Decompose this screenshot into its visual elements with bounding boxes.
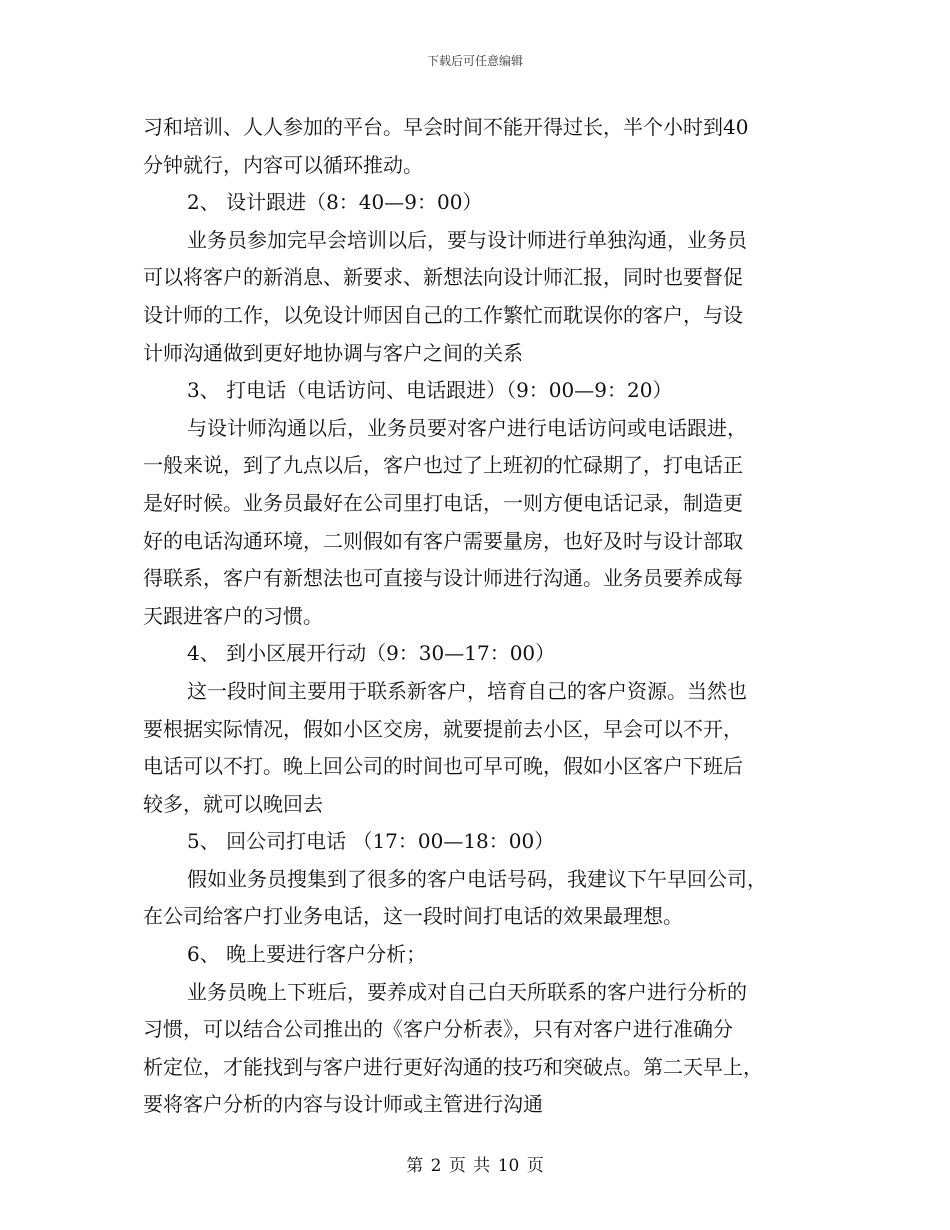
text-line: 要根据实际情况，假如小区交房，就要提前去小区，早会可以不开， bbox=[143, 716, 743, 741]
text-line: 一般来说，到了九点以后，客户也过了上班初的忙碌期了，打电话正 bbox=[143, 453, 743, 478]
text-line: 3、 打电话（电话访问、电话跟进）（9：00—9：20） bbox=[187, 378, 673, 403]
text-line: 设计师的工作，以免设计师因自己的工作繁忙而耽误你的客户，与设 bbox=[143, 302, 743, 327]
text-line: 析定位，才能找到与客户进行更好沟通的技巧和突破点。第二天早上， bbox=[143, 1054, 763, 1079]
text-line: 可以将客户的新消息、新要求、新想法向设计师汇报，同时也要督促 bbox=[143, 265, 743, 290]
body-text bbox=[143, 109, 813, 1124]
text-line: 习和培训、人人参加的平台。早会时间不能开得过长，半个小时到40 bbox=[143, 115, 749, 139]
text-line: 习惯，可以结合公司推出的《客户分析表》，只有对客户进行准确分 bbox=[143, 1017, 733, 1042]
text-line: 天跟进客户的习惯。 bbox=[143, 603, 323, 628]
text-line: 5、 回公司打电话 （17：00—18：00） bbox=[187, 829, 555, 854]
text-line: 假如业务员搜集到了很多的客户电话号码，我建议下午早回公司， bbox=[187, 866, 767, 891]
text-line: 业务员参加完早会培训以后，要与设计师进行单独沟通，业务员 bbox=[187, 227, 747, 252]
text-line: 电话可以不打。晚上回公司的时间也可早可晚，假如小区客户下班后 bbox=[143, 754, 743, 779]
text-line: 业务员晚上下班后，要养成对自己白天所联系的客户进行分析的 bbox=[187, 979, 747, 1004]
text-line: 好的电话沟通环境，二则假如有客户需要量房，也好及时与设计部取 bbox=[143, 528, 743, 553]
text-line: 计师沟通做到更好地协调与客户之间的关系 bbox=[143, 340, 523, 365]
text-line: 较多，就可以晚回去 bbox=[143, 791, 323, 816]
page-footer: 第 2 页 共 10 页 bbox=[406, 1156, 544, 1176]
text-line: 4、 到小区展开行动（9：30—17：00） bbox=[187, 641, 556, 666]
text-line: 这一段时间主要用于联系新客户，培育自己的客户资源。当然也 bbox=[187, 678, 747, 703]
text-line: 与设计师沟通以后，业务员要对客户进行电话访问或电话跟进， bbox=[187, 415, 747, 440]
text-line: 在公司给客户打业务电话，这一段时间打电话的效果最理想。 bbox=[143, 904, 683, 929]
text-line: 要将客户分析的内容与设计师或主管进行沟通 bbox=[143, 1092, 543, 1117]
text-line: 分钟就行，内容可以循环推动。 bbox=[143, 152, 423, 177]
text-line: 2、 设计跟进（8：40—9：00） bbox=[187, 190, 483, 215]
page-header: 下载后可任意编辑 bbox=[426, 54, 523, 68]
text-line: 6、 晚上要进行客户分析； bbox=[187, 942, 427, 967]
text-line: 是好时候。业务员最好在公司里打电话，一则方便电话记录，制造更 bbox=[143, 490, 743, 515]
text-line: 得联系，客户有新想法也可直接与设计师进行沟通。业务员要养成每 bbox=[143, 566, 743, 591]
